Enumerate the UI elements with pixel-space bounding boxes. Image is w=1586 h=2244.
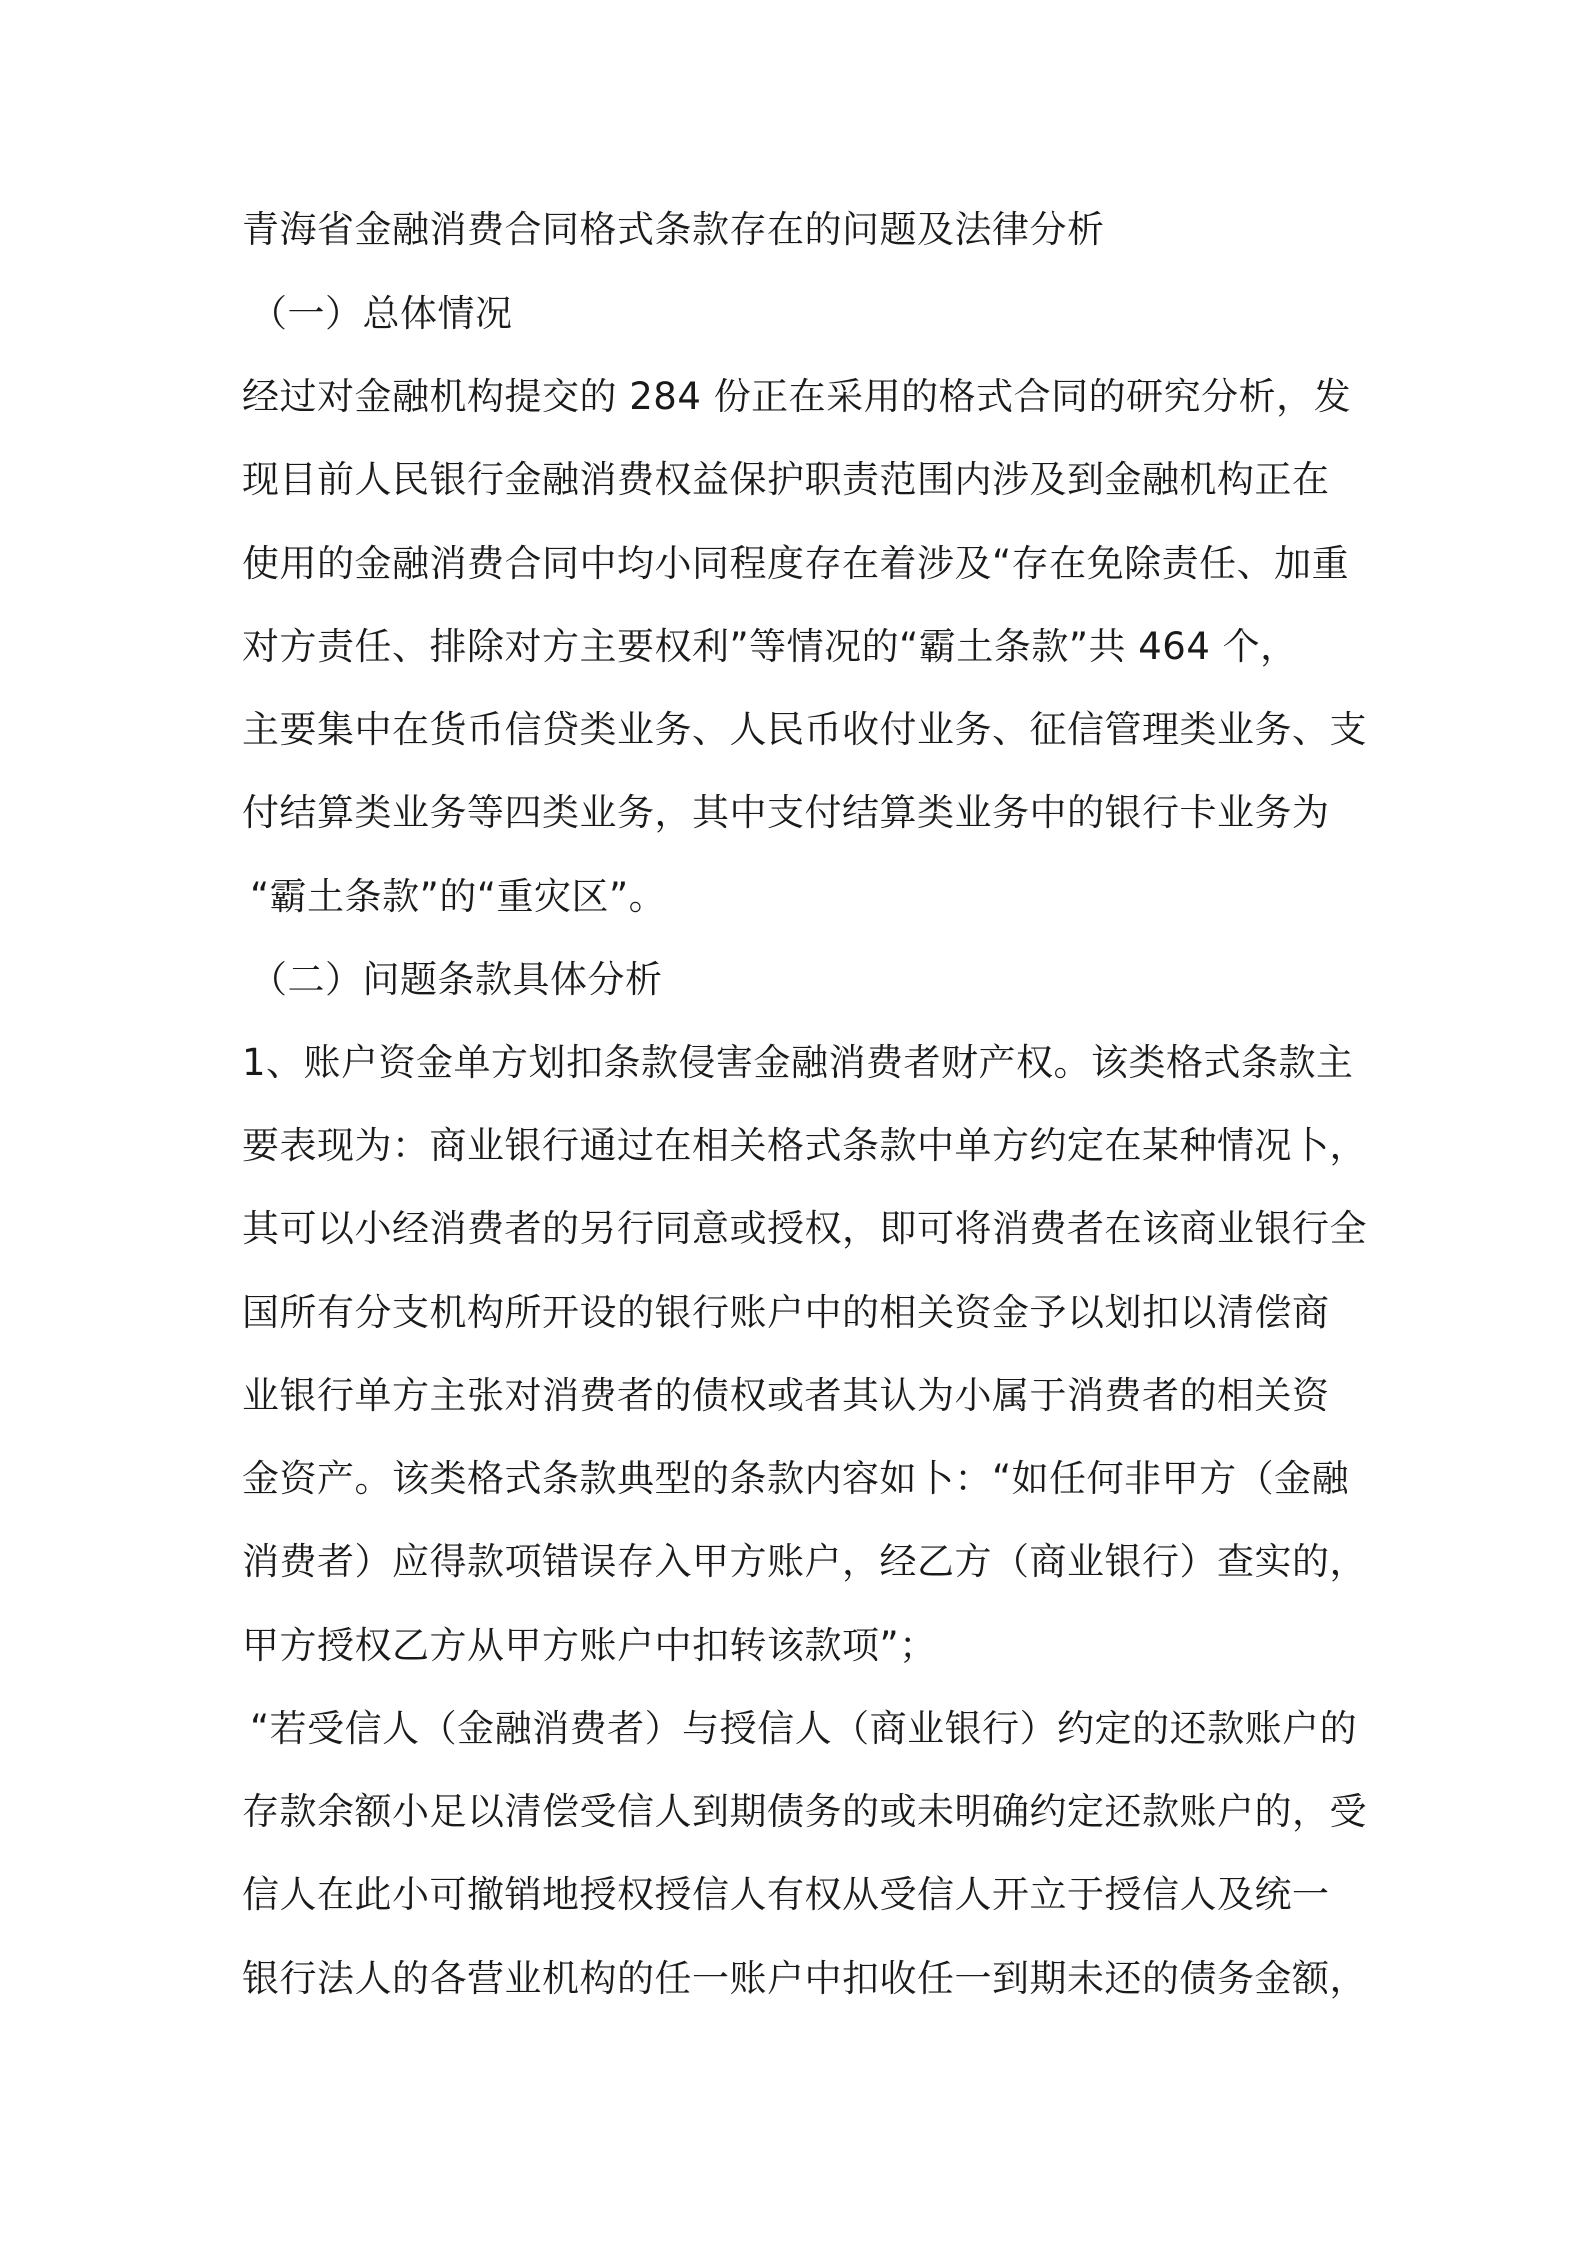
section-heading-analysis: （二）问题条款具体分析 xyxy=(250,958,663,1001)
paragraph-line: 现目前人民银行金融消费权益保护职责范围内涉及到金融机构正在 xyxy=(242,458,1330,501)
paragraph-line: 银行法人的各营业机构的任一账户中扣收任一到期未还的债务金额， xyxy=(242,1957,1367,2000)
paragraph-line: 对方责任、排除对方主要权利”等情况的“霸土条款”共 464 个， xyxy=(242,625,1298,668)
paragraph-line: 其可以小经消费者的另行同意或授权，即可将消费者在该商业银行全 xyxy=(242,1207,1367,1250)
section-heading-overview: （一）总体情况 xyxy=(250,292,513,335)
paragraph-line: 消费者）应得款项错误存入甲方账户，经乙方（商业银行）查实的， xyxy=(242,1540,1367,1583)
paragraph-line: 业银行单方主张对消费者的债权或者其认为小属于消费者的相关资 xyxy=(242,1374,1330,1417)
paragraph-line: 1、账户资金单方划扣条款侵害金融消费者财产权。该类格式条款主 xyxy=(242,1041,1354,1084)
paragraph-line: 经过对金融机构提交的 284 份正在采用的格式合同的研究分析，发 xyxy=(242,375,1352,418)
paragraph-line: 信人在此小可撤销地授权授信人有权从受信人开立于授信人及统一 xyxy=(242,1873,1330,1916)
paragraph-line: “霸土条款”的“重灾区”。 xyxy=(250,875,667,918)
paragraph-line: 要表现为：商业银行通过在相关格式条款中单方约定在某种情况卜， xyxy=(242,1124,1367,1167)
paragraph-line: 金资产。该类格式条款典型的条款内容如卜：“如任何非甲方（金融 xyxy=(242,1457,1350,1500)
paragraph-line: 主要集中在货币信贷类业务、人民币收付业务、征信管理类业务、支 xyxy=(242,708,1367,751)
paragraph-line: 国所有分支机构所开设的银行账户中的相关资金予以划扣以清偿商 xyxy=(242,1291,1330,1334)
paragraph-line: 存款余额小足以清偿受信人到期债务的或未明确约定还款账户的，受 xyxy=(242,1790,1367,1833)
paragraph-line: “若受信人（金融消费者）与授信人（商业银行）约定的还款账户的 xyxy=(250,1707,1358,1750)
paragraph-line: 使用的金融消费合同中均小同程度存在着涉及“存在免除责任、加重 xyxy=(242,542,1350,585)
document-title: 青海省金融消费合同格式条款存在的问题及法律分析 xyxy=(242,208,1105,251)
paragraph-line: 甲方授权乙方从甲方账户中扣转该款项”； xyxy=(242,1624,937,1667)
paragraph-line: 付结算类业务等四类业务，其中支付结算类业务中的银行卡业务为 xyxy=(242,791,1330,834)
